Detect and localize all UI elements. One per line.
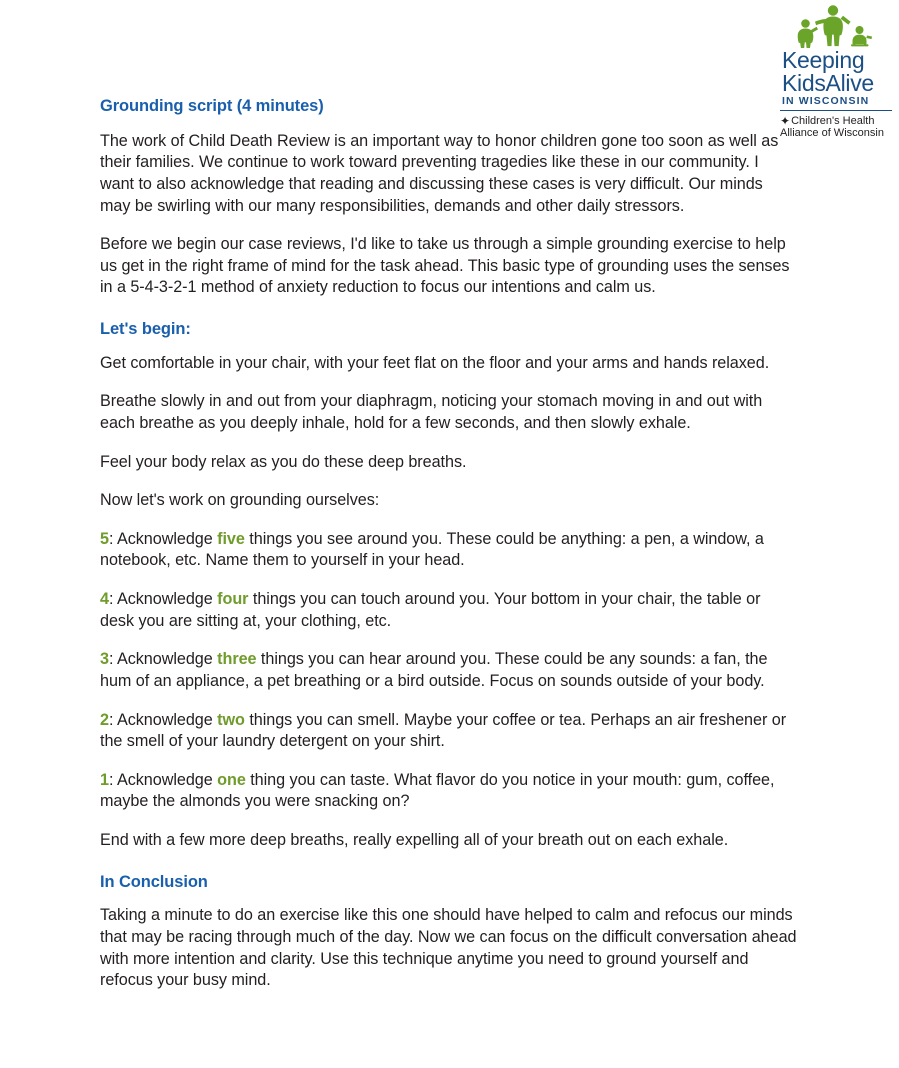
countdown-item-3 <box>100 649 797 692</box>
paragraph-now-grounding: Now let's work on grounding ourselves: <box>100 491 380 510</box>
countdown-keyword: two <box>217 710 245 729</box>
countdown-lead: : Acknowledge <box>108 590 218 608</box>
logo-alliance-line2: Alliance of Wisconsin <box>780 127 884 140</box>
countdown-lead: : Acknowledge <box>108 650 218 669</box>
countdown-lead: : Acknowledge <box>108 770 218 789</box>
logo-line-kidsalive: KidsAlive <box>782 69 874 96</box>
star-icon: ✦ <box>780 114 791 129</box>
countdown-keyword: three <box>217 650 257 669</box>
countdown-rest: things you can touch around you. Your bottom in your chair, the table or desk you are sitting at, your clothing, etc. <box>100 590 761 630</box>
page-title: Grounding script (4 minutes) <box>100 97 324 115</box>
countdown-lead: : Acknowledge <box>108 529 218 548</box>
countdown-keyword: five <box>217 529 245 548</box>
document-body <box>100 96 797 992</box>
countdown-number: 1 <box>100 770 109 789</box>
logo-alliance-line1: Children's Health <box>791 115 875 128</box>
logo-line-in-wisconsin: IN WISCONSIN <box>782 95 870 108</box>
paragraph-exercise-overview: Before we begin our case reviews, I'd like to take us through a simple grounding exercise to help us get in the right frame of mind for the task ahead. This basic type of grounding uses the senses in a 5-4-3-2-1 method of anxiety reduction to focus our intentions and calm us. <box>100 235 790 297</box>
countdown-rest: things you can hear around you. These could be any sounds: a fan, the hum of an appliance, a pet breathing or a bird outside. Focus on sounds outside of your body. <box>100 650 768 690</box>
countdown-item-1 <box>100 770 797 813</box>
paragraph-conclusion: Taking a minute to do an exercise like this one should have helped to calm and refocus our minds that may be racing through much of the day. Now we can focus on the difficult conversation ahead with more intention and clarity. Use this technique anytime you need to ground yourself and refocus your busy mind. <box>100 906 797 990</box>
paragraph-end-breaths: End with a few more deep breaths, really expelling all of your breath out on each exhale. <box>100 831 729 849</box>
countdown-keyword: four <box>217 590 249 608</box>
countdown-lead: : Acknowledge <box>108 710 218 729</box>
countdown-rest: things you can smell. Maybe your coffee or tea. Perhaps an air freshener or the smell of your laundry detergent on your shirt. <box>100 710 787 751</box>
countdown-item-2 <box>100 710 797 753</box>
countdown-number: 2 <box>100 710 109 729</box>
countdown-number: 3 <box>100 650 109 669</box>
countdown-keyword: one <box>217 770 246 789</box>
paragraph-breathe: Breathe slowly in and out from your diaphragm, noticing your stomach moving in and out with each breathe as you deeply inhale, hold for a few seconds, and then slowly exhale. <box>100 392 763 432</box>
heading-in-conclusion: In Conclusion <box>100 872 208 891</box>
countdown-number: 4 <box>100 590 109 608</box>
paragraph-feel-relax: Feel your body relax as you do these deep breaths. <box>100 452 467 471</box>
countdown-number: 5 <box>100 529 109 548</box>
paragraph-intro: The work of Child Death Review is an important way to honor children gone too soon as well as their families. We continue to work toward preventing tragedies like these in our community. I want to also acknowledge that reading and discussing these cases is very difficult. Our minds may be swirling with our many responsibilities, demands and other daily stressors. <box>100 131 779 215</box>
countdown-item-4 <box>100 589 797 632</box>
heading-lets-begin: Let's begin: <box>100 320 191 338</box>
countdown-rest: things you see around you. These could be anything: a pen, a window, a notebook, etc. Name them to yourself in your head. <box>100 529 764 570</box>
countdown-item-5 <box>100 529 797 572</box>
logo-line-keeping: Keeping <box>782 47 865 73</box>
countdown-rest: thing you can taste. What flavor do you notice in your mouth: gum, coffee, maybe the almonds you were snacking on? <box>100 770 775 811</box>
paragraph-get-comfortable: Get comfortable in your chair, with your feet flat on the floor and your arms and hands relaxed. <box>100 353 770 372</box>
three-figures-icon <box>787 4 879 48</box>
